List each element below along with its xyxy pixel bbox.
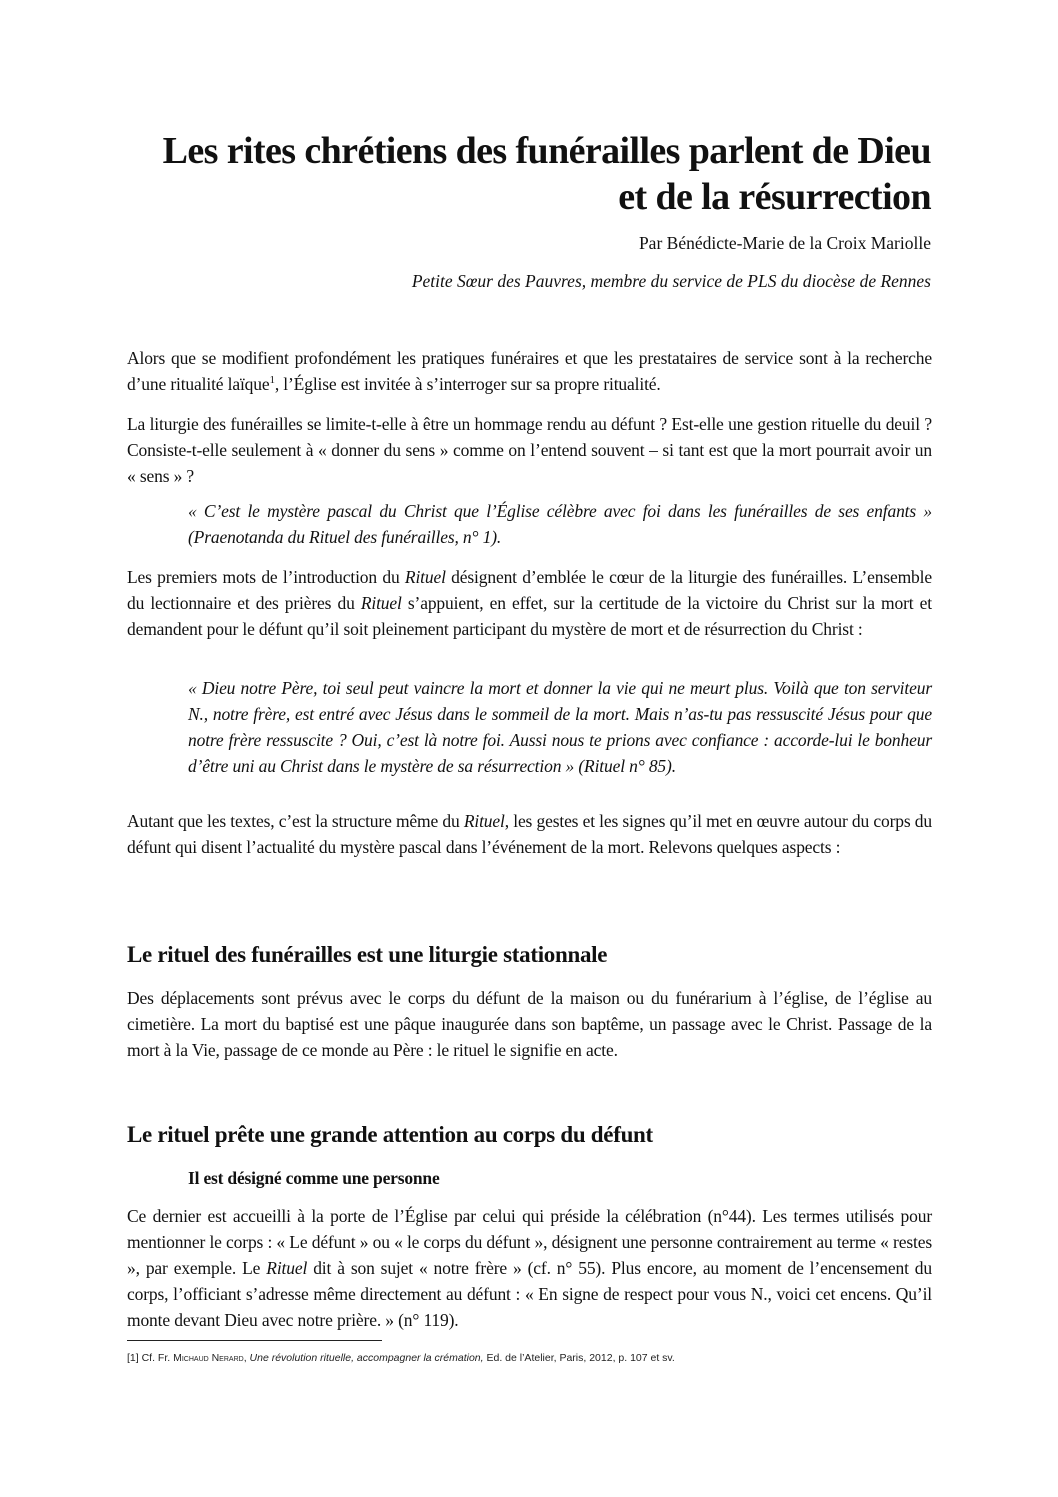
footnote-1 [127,1352,675,1364]
text: désignent d’emblée le cœur de la liturgie des funérailles. L’ensemble du lectionnaire et des prières du [127,567,932,613]
section-heading-stationnale: Le rituel des funérailles est une liturgie stationnale [127,942,608,967]
section-text-corps [127,1203,932,1333]
rituel-paragraph [127,564,932,642]
text: Ce dernier est accueilli à la porte de l’Église par celui qui préside la célébration (n°44). Les termes utilisés pour mentionner le corps : « Le défunt » ou « le corps du défunt », désignent une personne contrairement au terme « restes », par exemple. Le [127,1206,932,1278]
author-byline: Par Bénédicte-Marie de la Croix Mariolle [638,233,931,253]
footnote-publication: Ed. de l’Atelier, Paris, 2012, p. 107 et sv. [483,1352,675,1364]
text: , [243,1352,250,1364]
intro-text-cont: , l’Église est invitée à s’interroger sur sa propre ritualité. [274,374,661,394]
footnote-ref[interactable]: 1 [269,374,275,387]
text: , les gestes et les signes qu’il met en œuvre autour du corps du défunt qui disent l’actualité du mystère pascal dans l’événement de la mort. Relevons quelques aspects : [127,811,932,857]
section-heading-corps: Le rituel prête une grande attention au corps du défunt [127,1122,653,1147]
text: s’appuient, en effet, sur la certitude de la victoire du Christ sur la mort et demandent pour le défunt qu’il soit pleinement participant du mystère de mort et de résurrection du Christ : [127,593,932,639]
structure-paragraph [127,808,932,860]
rituel-italic: Rituel [404,567,446,587]
subheading-personne: Il est désigné comme une personne [188,1168,440,1188]
rituel-italic: Rituel [463,811,505,831]
text: Autant que les textes, c’est la structure même du [127,811,464,831]
section-text-stationnale: Des déplacements sont prévus avec le corps du défunt de la maison ou du funérarium à l’église, de l’église au cimetière. La mort du baptisé est une pâque inaugurée dans son baptême, un passage avec le Christ. Passage de la mort à la Vie, passage de ce monde au Père : le rituel le signifie en acte. [127,988,932,1060]
footnote-divider [127,1340,382,1341]
quote-praenotanda: « C’est le mystère pascal du Christ que l’Église célèbre avec foi dans les funérailles de ses enfants » (Praenotanda du Rituel des funérailles, n° 1). [188,501,932,547]
question-paragraph: La liturgie des funérailles se limite-t-elle à être un hommage rendu au défunt ? Est-elle une gestion rituelle du deuil ? Consiste-t-elle seulement à « donner du sens » comme on l’entend souvent – si tant est que la mort pourrait avoir un « sens » ? [127,414,932,486]
footnote-marker: [1] Cf. Fr. [127,1352,174,1364]
text: dit à son sujet « notre frère » (cf. n° 55). Plus encore, au moment de l’encensement du corps, l’officiant s’adresse même directement au défunt : « En signe de respect pour vous N., voici cet encens. Qu’il monte devant Dieu avec notre prière. » (n° 119). [127,1258,932,1330]
footnote-author: Michaud Nerard [173,1352,244,1364]
text: Les premiers mots de l’introduction du [127,567,405,587]
footnote-work-title: Une révolution rituelle, accompagner la crémation, [249,1352,484,1364]
quote-rituel-85: « Dieu notre Père, toi seul peut vaincre la mort et donner la vie qui ne meurt plus. Voilà que ton serviteur N., notre frère, est entré avec Jésus dans le sommeil de la mort. Mais n’as-tu pas ressuscité Jésus pour que notre frère ressuscite ? Oui, c’est là notre foi. Aussi nous te prions avec confiance : accorde-lui le bonheur d’être uni au Christ dans le mystère de sa résurrection » (Rituel n° 85). [188,678,932,776]
intro-text: Alors que se modifient profondément les pratiques funéraires et que les prestataires de service sont à la recherche d’une ritualité laïque [127,348,932,394]
rituel-italic: Rituel [266,1258,308,1278]
intro-paragraph [127,345,932,397]
author-affiliation: Petite Sœur des Pauvres, membre du service de PLS du diocèse de Rennes [411,271,931,291]
rituel-italic: Rituel [360,593,402,613]
document-title: Les rites chrétiens des funérailles parlent de Dieu et de la résurrection [162,130,931,218]
